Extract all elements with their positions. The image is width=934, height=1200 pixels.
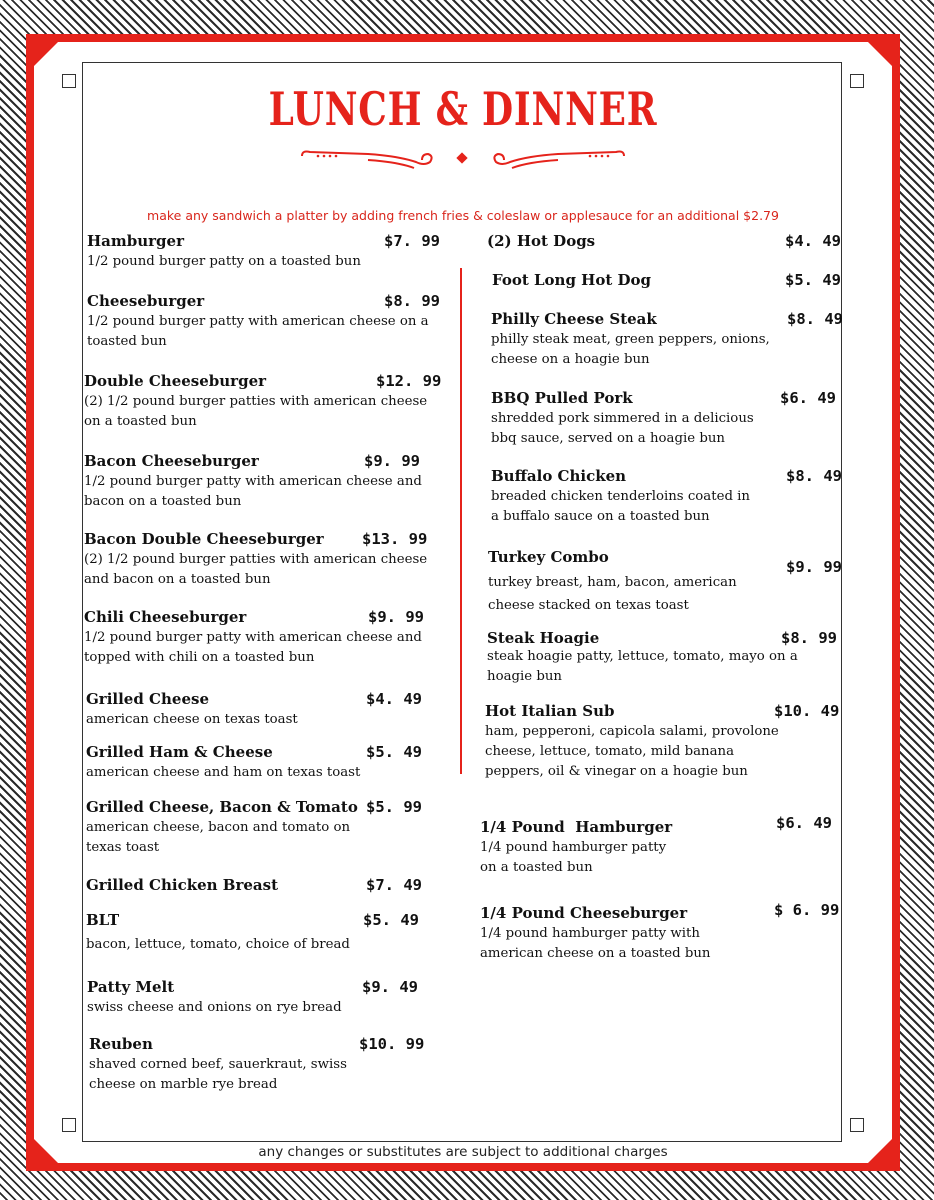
item-price: $7. 99 bbox=[384, 232, 440, 250]
menu-item-blt bbox=[86, 911, 436, 955]
item-price: $10. 49 bbox=[774, 702, 840, 720]
menu-item-quarter-pound-hamburger bbox=[480, 814, 832, 878]
item-price: $8. 49 bbox=[787, 310, 843, 328]
menu-item-philly-cheese-steak bbox=[491, 310, 841, 370]
item-price: $6. 49 bbox=[780, 389, 836, 407]
menu-item-grilled-cheese bbox=[86, 690, 436, 730]
item-description: shaved corned beef, sauerkraut, swiss cheese on marble rye bread bbox=[89, 1057, 347, 1092]
item-name: 1/4 Pound Hamburger bbox=[480, 818, 673, 836]
item-description: american cheese, bacon and tomato on texas toast bbox=[86, 820, 351, 855]
menu-item-grilled-chicken-breast bbox=[86, 876, 436, 894]
item-name: Grilled Chicken Breast bbox=[86, 876, 279, 894]
item-description: shredded pork simmered in a delicious bbq sauce, served on a hoagie bun bbox=[491, 411, 754, 446]
item-name: Steak Hoagie bbox=[487, 629, 600, 647]
column-divider bbox=[460, 268, 462, 774]
item-name: (2) Hot Dogs bbox=[487, 232, 596, 250]
item-name: Cheeseburger bbox=[87, 292, 205, 310]
menu-item-bacon-cheeseburger bbox=[84, 452, 434, 512]
item-price: $12. 99 bbox=[376, 372, 442, 390]
item-price: $9. 99 bbox=[364, 452, 420, 470]
item-price: $7. 49 bbox=[366, 876, 422, 894]
item-description: 1/2 pound burger patty with american cheese on a toasted bun bbox=[87, 314, 429, 349]
item-name: Bacon Cheeseburger bbox=[84, 452, 259, 470]
corner-triangle-top-right bbox=[868, 42, 892, 66]
item-price: $8. 99 bbox=[384, 292, 440, 310]
menu-item-turkey-combo bbox=[488, 548, 842, 617]
menu-item-double-cheeseburger bbox=[84, 372, 442, 432]
item-description: ham, pepperoni, capicola salami, provolone cheese, lettuce, tomato, mild banana peppers, oil & vinegar on a hoagie bun bbox=[485, 724, 779, 779]
item-price: $4. 49 bbox=[366, 690, 422, 708]
item-description: swiss cheese and onions on rye bread bbox=[87, 1000, 342, 1015]
platter-note: make any sandwich a platter by adding french fries & coleslaw or applesauce for an additional $2.79 bbox=[147, 208, 779, 223]
menu-item-chili-cheeseburger bbox=[84, 608, 434, 668]
item-name: Reuben bbox=[89, 1035, 153, 1053]
item-price: $4. 49 bbox=[785, 232, 841, 250]
frame-ornament-icon bbox=[62, 1118, 76, 1132]
item-price: $8. 99 bbox=[781, 629, 837, 647]
item-description: (2) 1/2 pound burger patties with american cheese and bacon on a toasted bun bbox=[84, 552, 428, 587]
item-name: Grilled Ham & Cheese bbox=[86, 743, 273, 761]
item-description: 1/2 pound burger patty with american cheese and bacon on a toasted bun bbox=[84, 474, 422, 509]
item-name: Foot Long Hot Dog bbox=[492, 271, 651, 289]
item-description: 1/4 pound hamburger patty on a toasted bun bbox=[480, 840, 667, 875]
footer-note: any changes or substitutes are subject to additional charges bbox=[258, 1144, 668, 1160]
menu-item-grilled-ham-cheese bbox=[86, 743, 436, 783]
item-description: turkey breast, ham, bacon, american cheese stacked on texas toast bbox=[488, 575, 737, 613]
item-price: $9. 49 bbox=[362, 978, 418, 996]
item-name: Grilled Cheese, Bacon & Tomato bbox=[86, 798, 358, 816]
item-price: $ 6. 99 bbox=[774, 901, 840, 919]
frame-ornament-icon bbox=[62, 74, 76, 88]
menu-item-steak-hoagie bbox=[487, 629, 837, 687]
item-name: Double Cheeseburger bbox=[84, 372, 267, 390]
scroll-flourish-icon bbox=[298, 144, 628, 172]
item-price: $5. 99 bbox=[366, 798, 422, 816]
item-price: $9. 99 bbox=[786, 558, 842, 576]
item-name: Philly Cheese Steak bbox=[491, 310, 657, 328]
item-description: (2) 1/2 pound burger patties with american cheese on a toasted bun bbox=[84, 394, 428, 429]
menu-panel bbox=[34, 42, 892, 1163]
menu-item-hamburger bbox=[87, 232, 440, 272]
menu-item-bbq-pulled-pork bbox=[491, 389, 841, 449]
item-price: $5. 49 bbox=[785, 271, 841, 289]
menu-item-patty-melt bbox=[87, 978, 437, 1018]
item-price: $5. 49 bbox=[363, 911, 419, 929]
item-description: 1/2 pound burger patty on a toasted bun bbox=[87, 254, 361, 269]
item-description: 1/4 pound hamburger patty with american cheese on a toasted bun bbox=[480, 926, 711, 961]
item-description: steak hoagie patty, lettuce, tomato, mayo on a hoagie bun bbox=[487, 649, 798, 684]
item-name: Turkey Combo bbox=[488, 548, 609, 566]
menu-item-hot-dogs bbox=[487, 232, 841, 250]
item-price: $9. 99 bbox=[368, 608, 424, 626]
item-description: american cheese and ham on texas toast bbox=[86, 765, 361, 780]
item-name: Hamburger bbox=[87, 232, 184, 250]
item-name: Patty Melt bbox=[87, 978, 175, 996]
item-price: $13. 99 bbox=[362, 530, 428, 548]
item-name: Chili Cheeseburger bbox=[84, 608, 247, 626]
menu-item-grilled-cheese-bacon-tomato bbox=[86, 798, 436, 858]
item-name: Grilled Cheese bbox=[86, 690, 209, 708]
menu-item-bacon-double-cheeseburger bbox=[84, 530, 434, 590]
item-price: $6. 49 bbox=[776, 814, 832, 832]
item-description: 1/2 pound burger patty with american cheese and topped with chili on a toasted bun bbox=[84, 630, 422, 665]
item-name: Bacon Double Cheeseburger bbox=[84, 530, 324, 548]
item-description: bacon, lettuce, tomato, choice of bread bbox=[86, 937, 350, 952]
item-description: philly steak meat, green peppers, onions, cheese on a hoagie bun bbox=[491, 332, 770, 367]
item-name: BLT bbox=[86, 911, 120, 929]
menu-item-buffalo-chicken bbox=[491, 467, 841, 527]
item-price: $5. 49 bbox=[366, 743, 422, 761]
frame-ornament-icon bbox=[850, 1118, 864, 1132]
item-description: american cheese on texas toast bbox=[86, 712, 298, 727]
item-name: Hot Italian Sub bbox=[485, 702, 615, 720]
menu-item-reuben bbox=[89, 1035, 439, 1095]
item-name: BBQ Pulled Pork bbox=[491, 389, 633, 407]
item-name: Buffalo Chicken bbox=[491, 467, 627, 485]
menu-item-hot-italian-sub bbox=[485, 702, 840, 782]
item-price: $8. 49 bbox=[786, 467, 842, 485]
menu-item-foot-long-hot-dog bbox=[492, 271, 842, 289]
item-name: 1/4 Pound Cheeseburger bbox=[480, 904, 688, 922]
frame-ornament-icon bbox=[850, 74, 864, 88]
item-price: $10. 99 bbox=[359, 1035, 425, 1053]
item-description: breaded chicken tenderloins coated in a buffalo sauce on a toasted bun bbox=[491, 489, 750, 524]
menu-item-quarter-pound-cheeseburger bbox=[480, 901, 840, 964]
corner-triangle-top-left bbox=[34, 42, 58, 66]
menu-title: LUNCH & DINNER bbox=[268, 82, 658, 136]
menu-item-cheeseburger bbox=[87, 292, 440, 352]
